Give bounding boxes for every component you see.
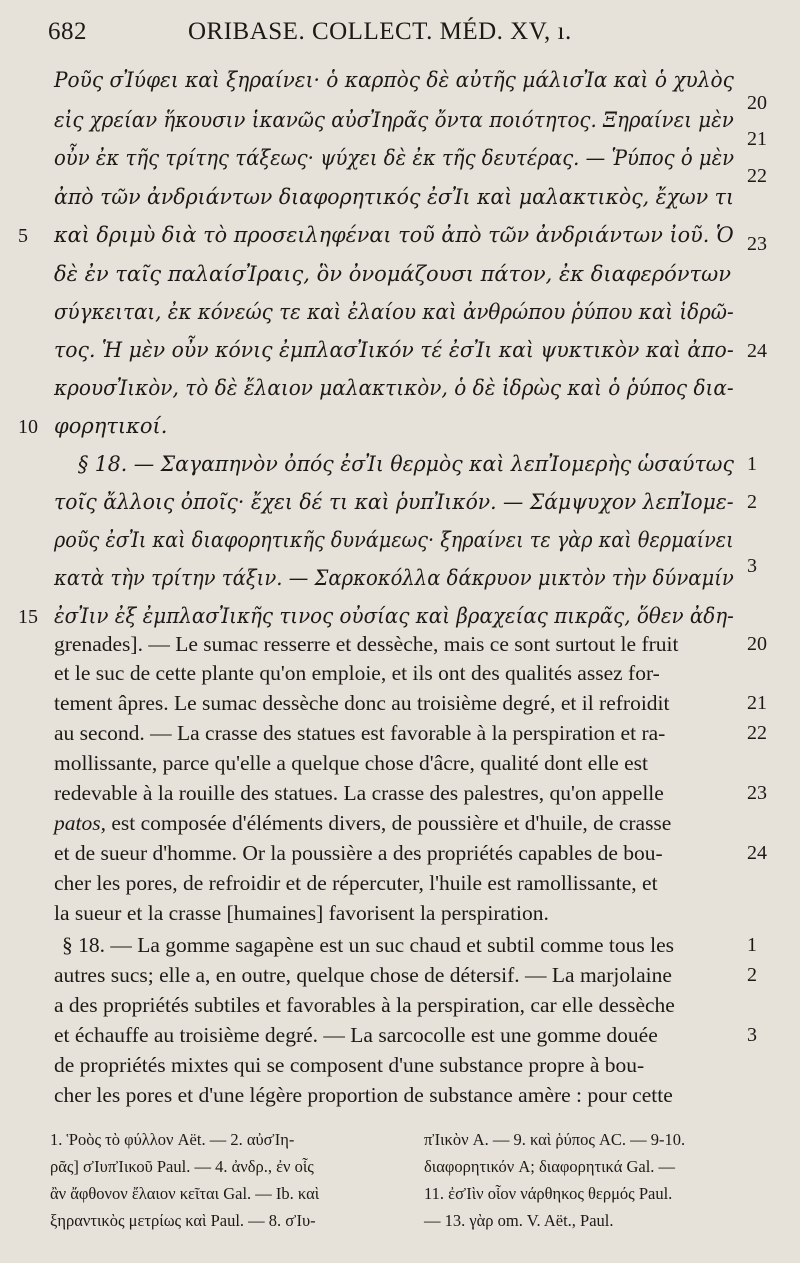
- french-line: et échauffe au troisième degré. — La sarcocolle est une gomme douée: [54, 1023, 658, 1047]
- italic-term: patos,: [54, 811, 106, 835]
- french-line: de propriétés mixtes qui se composent d'une substance propre à bou-: [54, 1053, 645, 1077]
- french-line: autres sucs; elle a, en outre, quelque chose de détersif. — La marjolaine: [54, 963, 672, 987]
- greek-line: οὖν ἐκ τῆς τρίτης τάξεως· ψύχει δὲ ἐκ τῆς δευτέρας. — Ῥύπος ὁ μὲν: [54, 146, 735, 170]
- greek-line: κρουσἸικὸν, τὸ δὲ ἔλαιον μαλακτικὸν, ὁ δὲ ἱδρὼς καὶ ὁ ῥύπος δια-: [54, 376, 734, 400]
- page-number: 682: [48, 18, 87, 45]
- greek-line: ροῦς ἐσἸι καὶ διαφορητικῆς δυνάμεως· ξηραίνει τε γὰρ καὶ θερμαίνει: [54, 528, 734, 552]
- greek-line: ἐσἸιν ἐξ ἐμπλασἸικῆς τινος οὐσίας καὶ βραχείας πικρᾶς, ὅθεν ἀδη-: [54, 604, 734, 628]
- greek-line: ἀπὸ τῶν ἀνδριάντων διαφορητικός ἐσἸι καὶ μαλακτικὸς, ἔχων τι: [54, 185, 735, 209]
- french-line: et de sueur d'homme. Or la poussière a des propriétés capables de bou-: [54, 841, 663, 865]
- french-line-text: est composée d'éléments divers, de poussière et d'huile, de crasse: [111, 811, 672, 835]
- sentence-number: 20: [747, 633, 767, 655]
- sentence-number: 1: [747, 934, 757, 956]
- section-heading-line: § 18. — La gomme sagapène est un suc chaud et subtil comme tous les: [62, 933, 675, 957]
- sentence-number: 21: [747, 692, 767, 714]
- footnote-line: ξηραντικὸς μετρίως καὶ Paul. — 8. σἸυ-: [50, 1211, 316, 1230]
- sentence-number: 24: [747, 340, 767, 362]
- greek-line: καὶ δριμὺ διὰ τὸ προσειληφέναι τοῦ ἀπὸ τῶν ἀνδριάντων ἰοῦ. Ὁ: [54, 223, 734, 247]
- sentence-number: 23: [747, 782, 767, 804]
- footnote-line: πἸικὸν A. — 9. καὶ ῥύπος AC. — 9-10.: [424, 1130, 686, 1149]
- french-line: [54, 811, 734, 836]
- footnote-line: διαφορητικόν A; διαφορητικά Gal. —: [424, 1157, 676, 1176]
- greek-line: εἰς χρείαν ἥκουσιν ἱκανῶς αὐσἸηρᾶς ὄντα ποιότητος. Ξηραίνει μὲν: [54, 108, 734, 132]
- french-line: au second. — La crasse des statues est favorable à la perspiration et ra-: [54, 721, 666, 745]
- line-number: 5: [18, 225, 28, 247]
- greek-line: σύγκειται, ἐκ κόνεώς τε καὶ ἐλαίου καὶ ἀνθρώπου ῥύπου καὶ ἱδρῶ-: [54, 300, 734, 324]
- sentence-number: 21: [747, 128, 767, 150]
- greek-line: τοῖς ἄλλοις ὀποῖς· ἔχει δέ τι καὶ ῥυπἸικόν. — Σάμψυχον λεπἸομε-: [54, 490, 734, 514]
- french-line: mollissante, parce qu'elle a quelque chose d'âcre, qualité dont elle est: [54, 751, 648, 775]
- section-heading-line: § 18. — Σαγαπηνὸν ὀπός ἐσἸι θερμὸς καὶ λεπἸομερὴς ὡσαύτως: [78, 452, 734, 476]
- footnote-line: — 13. γὰρ om. V. Aët., Paul.: [424, 1211, 614, 1230]
- greek-line: φορητικοί.: [54, 414, 168, 438]
- footnote-line: ρᾶς] σἸυπἸικοῦ Paul. — 4. ἀνδρ., ἐν οἷς: [50, 1157, 314, 1176]
- french-line: cher les pores, de refroidir et de répercuter, l'huile est ramollissante, et: [54, 871, 658, 895]
- running-title: ORIBASE. COLLECT. MÉD. XV, ı.: [188, 18, 572, 45]
- french-line: la sueur et la crasse [humaines] favorisent la perspiration.: [54, 901, 549, 925]
- sentence-number: 1: [747, 453, 757, 475]
- sentence-number: 3: [747, 1024, 757, 1046]
- footnote-line: 11. ἐσἸὶν οἷον νάρθηκος θερμός Paul.: [424, 1184, 673, 1203]
- sentence-number: 24: [747, 842, 767, 864]
- greek-line: Ροῦς σἸύφει καὶ ξηραίνει· ὁ καρπὸς δὲ αὐτῆς μάλισἸα καὶ ὁ χυλὸς: [54, 68, 734, 92]
- sentence-number: 22: [747, 722, 767, 744]
- french-line: grenades]. — Le sumac resserre et dessèche, mais ce sont surtout le fruit: [54, 632, 679, 656]
- sentence-number: 2: [747, 964, 757, 986]
- greek-line: δὲ ἐν ταῖς παλαίσἸραις, ὃν ὀνομάζουσι πάτον, ἐκ διαφερόντων: [54, 262, 731, 286]
- footnote-line: 1. Ῥοὸς τὸ φύλλον Aët. — 2. αὐσἸη-: [50, 1130, 295, 1149]
- french-line: tement âpres. Le sumac dessèche donc au troisième degré, et il refroidit: [54, 691, 670, 715]
- sentence-number: 20: [747, 92, 767, 114]
- sentence-number: 23: [747, 233, 767, 255]
- sentence-number: 3: [747, 555, 757, 577]
- french-line: cher les pores et d'une légère proportion de substance amère : pour cette: [54, 1083, 673, 1107]
- sentence-number: 2: [747, 491, 757, 513]
- footnote-line: ἂν ἄφθονον ἔλαιον κεῖται Gal. — Ib. καὶ: [50, 1184, 320, 1203]
- line-number: 15: [18, 606, 38, 628]
- sentence-number: 22: [747, 165, 767, 187]
- french-line: a des propriétés subtiles et favorables à la perspiration, car elle dessèche: [54, 993, 675, 1017]
- greek-line: τος. Ἡ μὲν οὖν κόνις ἐμπλασἸικόν τέ ἐσἸι καὶ ψυκτικὸν καὶ ἀπο-: [54, 338, 734, 362]
- french-line: redevable à la rouille des statues. La crasse des palestres, qu'on appelle: [54, 781, 664, 805]
- french-line: et le suc de cette plante qu'on emploie, et ils ont des qualités assez for-: [54, 661, 660, 685]
- line-number: 10: [18, 416, 38, 438]
- greek-line: κατὰ τὴν τρίτην τάξιν. — Σαρκοκόλλα δάκρυον μικτὸν τὴν δύναμίν: [54, 566, 734, 590]
